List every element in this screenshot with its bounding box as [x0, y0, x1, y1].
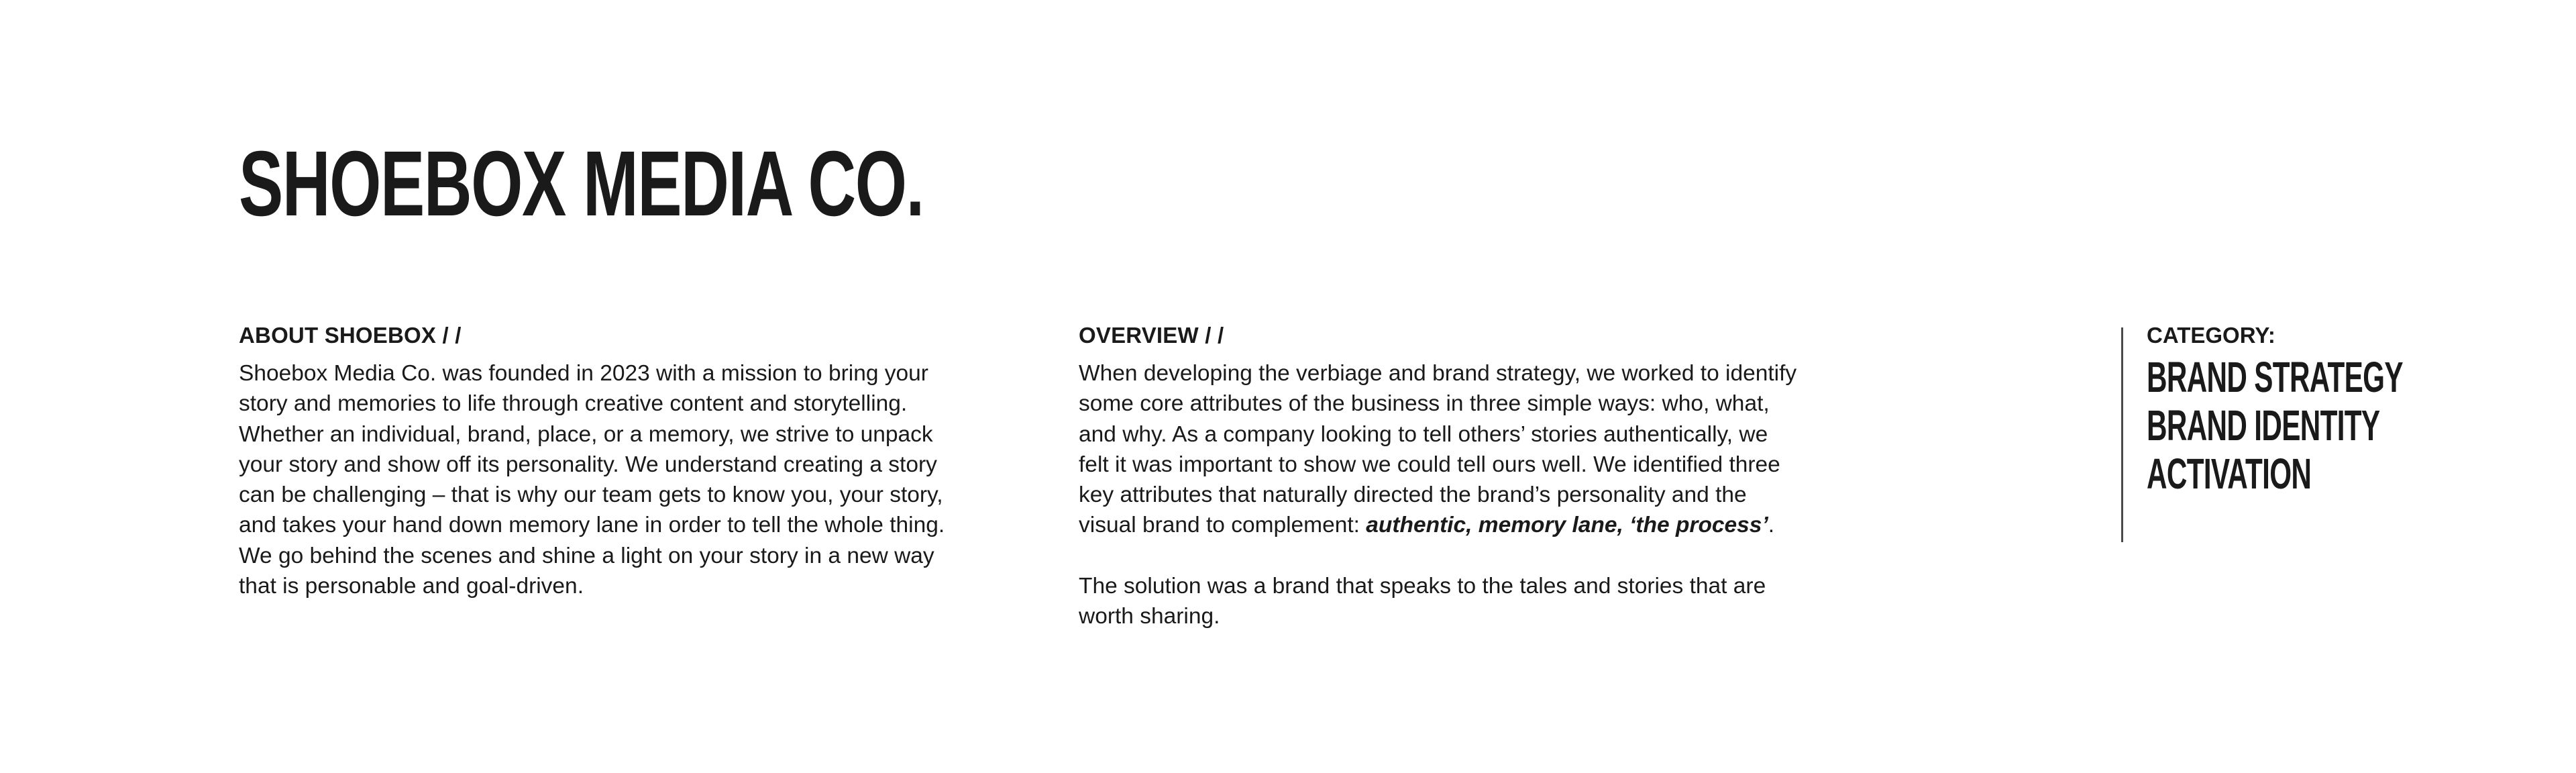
- paragraph-spacer: [1079, 541, 1850, 571]
- category-heading: CATEGORY:: [2147, 323, 2275, 348]
- category-list: [2147, 353, 2535, 498]
- category-item-brand-strategy: BRAND STRATEGY: [2147, 353, 2403, 401]
- category-divider: [2121, 327, 2123, 542]
- about-section: [239, 321, 1010, 601]
- overview-section: [1079, 321, 1850, 631]
- overview-heading: OVERVIEW / /: [1079, 323, 1224, 348]
- overview-solution: The solution was a brand that speaks to the tales and stories that are worth sharing.: [1079, 573, 1766, 629]
- overview-body-lead: When developing the verbiage and brand strategy, we worked to identify some core attributes of the business in three simple ways: who, what, and why. As a company looking to tell others’ stories authentically, we felt it was important to show we could tell ours well. We identified three key attributes that naturally directed the brand’s personality and the visual brand to complement:: [1079, 361, 1797, 538]
- page-title: SHOEBOX MEDIA CO.: [239, 132, 924, 236]
- overview-body: [1079, 358, 1850, 541]
- about-body: Shoebox Media Co. was founded in 2023 with a mission to bring your story and memories to life through creative content and storytelling. Whether an individual, brand, place, or a memory, we strive to unpack your story and show off its personality. We understand creating a story can be challenging – that is why our team gets to know you, your story, and takes your hand down memory lane in order to tell the whole thing. We go behind the scenes and shine a light on your story in a new way that is personable and goal-driven.: [239, 361, 945, 599]
- category-item-brand-identity: BRAND IDENTITY: [2147, 401, 2380, 450]
- about-heading: ABOUT SHOEBOX / /: [239, 323, 462, 348]
- overview-body-end: .: [1768, 513, 1775, 538]
- category-panel: [2147, 321, 2535, 498]
- category-item-activation: ACTIVATION: [2147, 450, 2312, 498]
- overview-key-attributes: authentic, memory lane, ‘the process’: [1366, 513, 1768, 538]
